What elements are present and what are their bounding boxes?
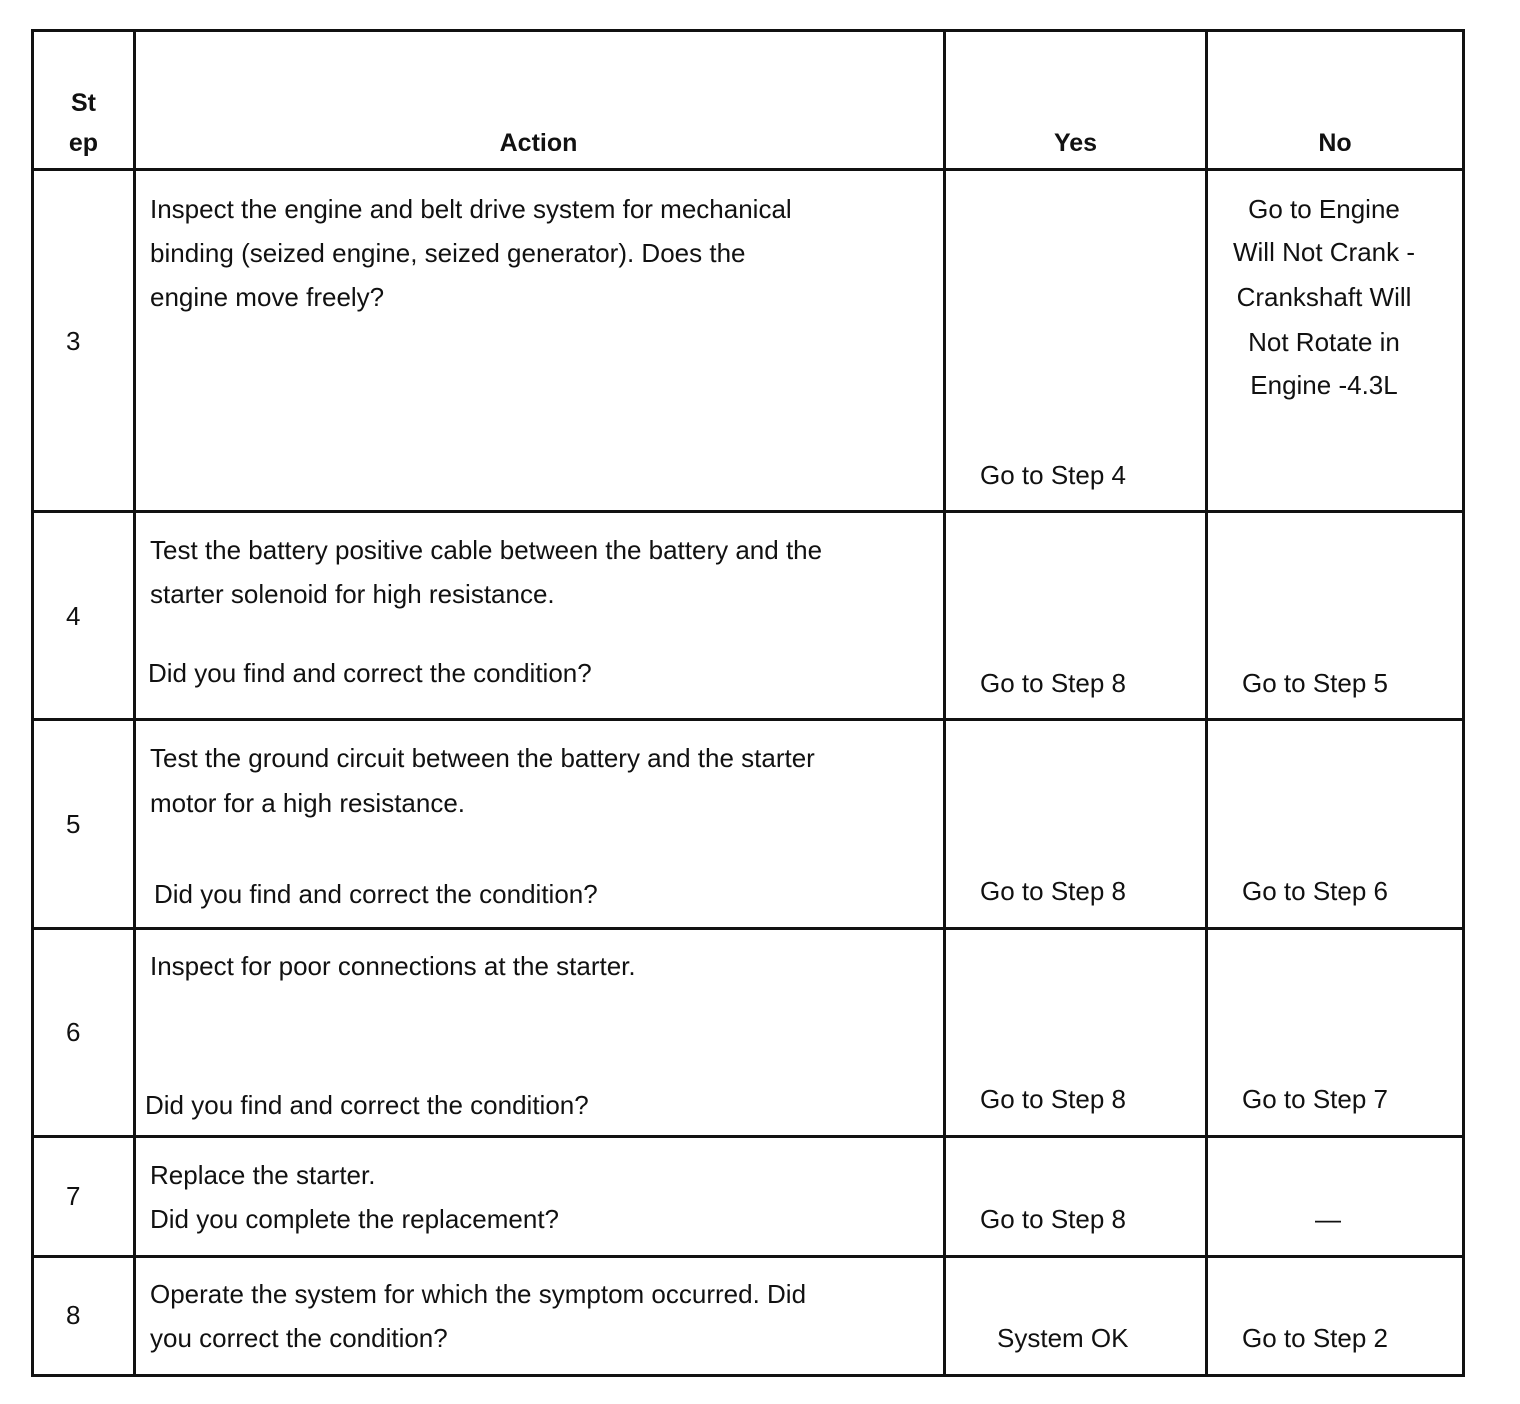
action-text: binding (seized engine, seized generator). Does the xyxy=(150,238,746,268)
action-text: Inspect for poor connections at the starter. xyxy=(150,951,636,981)
step-number: 4 xyxy=(66,601,81,631)
no-result: Not Rotate in xyxy=(1248,327,1400,357)
yes-result: Go to Step 8 xyxy=(980,668,1126,698)
row-divider xyxy=(31,718,1465,721)
no-result: Go to Step 5 xyxy=(1242,668,1388,698)
no-result: Go to Step 2 xyxy=(1242,1323,1388,1353)
action-text: Test the ground circuit between the battery and the starter xyxy=(150,743,815,773)
action-question: Did you find and correct the condition? xyxy=(145,1090,589,1120)
step-number: 7 xyxy=(66,1181,81,1211)
action-text: Replace the starter. xyxy=(150,1160,376,1190)
row-divider xyxy=(31,1135,1465,1138)
yes-result: Go to Step 8 xyxy=(980,876,1126,906)
action-question: Did you find and correct the condition? xyxy=(148,658,592,688)
row-divider xyxy=(31,927,1465,930)
yes-result: Go to Step 8 xyxy=(980,1204,1126,1234)
no-result: — xyxy=(1315,1204,1341,1234)
yes-result: System OK xyxy=(997,1323,1129,1353)
action-text: Inspect the engine and belt drive system for mechanical xyxy=(150,194,792,224)
table-border-left xyxy=(31,29,34,1377)
header-step-line1: St xyxy=(71,89,96,117)
action-text: motor for a high resistance. xyxy=(150,788,466,818)
table-border-bottom xyxy=(31,1374,1465,1377)
action-text: you correct the condition? xyxy=(150,1323,448,1353)
action-question: Did you find and correct the condition? xyxy=(154,879,598,909)
header-no: No xyxy=(1318,129,1352,157)
yes-result: Go to Step 8 xyxy=(980,1084,1126,1114)
row-divider xyxy=(31,1255,1465,1258)
step-number: 3 xyxy=(66,326,81,356)
no-result: Will Not Crank - xyxy=(1232,237,1415,267)
action-text: starter solenoid for high resistance. xyxy=(150,579,555,609)
header-yes: Yes xyxy=(1053,129,1098,157)
no-result: Go to Engine xyxy=(1248,194,1400,224)
step-number: 8 xyxy=(66,1300,81,1330)
table-border-top xyxy=(31,29,1465,32)
column-divider xyxy=(133,29,136,1377)
no-result: Go to Step 6 xyxy=(1242,876,1388,906)
diagnostic-table xyxy=(31,29,1465,1377)
no-result: Engine -4.3L xyxy=(1250,370,1398,400)
header-step-line2: ep xyxy=(68,129,99,157)
action-text: engine move freely? xyxy=(150,282,385,312)
action-text: Test the battery positive cable between the battery and the xyxy=(150,535,823,565)
no-result: Go to Step 7 xyxy=(1242,1084,1388,1114)
yes-result: Go to Step 4 xyxy=(980,460,1126,490)
no-result: Crankshaft Will xyxy=(1236,282,1412,312)
column-divider xyxy=(943,29,946,1377)
step-number: 6 xyxy=(66,1017,81,1047)
action-text: Did you complete the replacement? xyxy=(150,1204,560,1234)
table-border-right xyxy=(1462,29,1465,1377)
step-number: 5 xyxy=(66,809,81,839)
action-text: Operate the system for which the symptom occurred. Did xyxy=(150,1279,807,1309)
row-divider xyxy=(31,510,1465,513)
header-action: Action xyxy=(499,129,578,157)
header-divider xyxy=(31,168,1465,171)
